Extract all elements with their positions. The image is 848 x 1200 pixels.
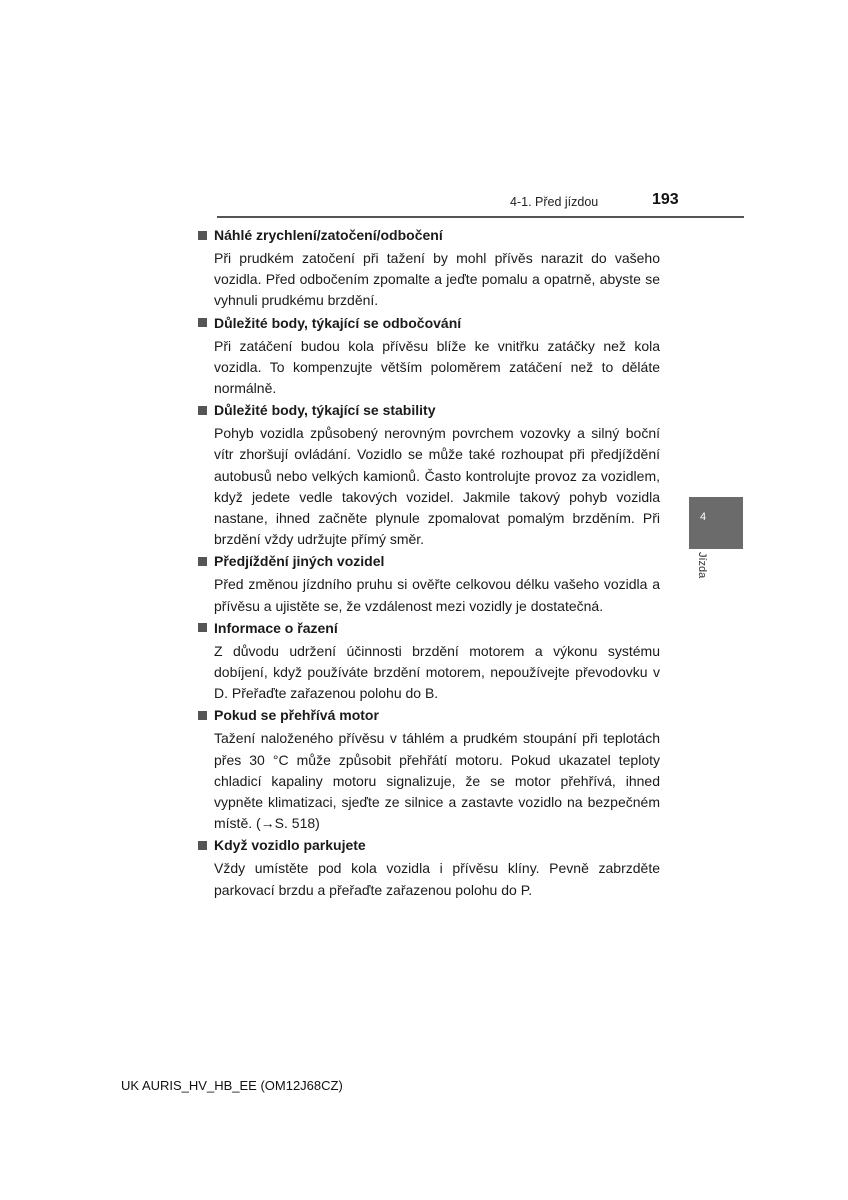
square-bullet-icon <box>198 841 207 850</box>
section-heading <box>198 704 660 725</box>
section-stability <box>198 399 660 550</box>
section-heading <box>198 834 660 855</box>
section-heading <box>198 617 660 638</box>
section-overheating <box>198 704 660 834</box>
page-number: 193 <box>652 191 679 208</box>
section-body: Tažení naloženého přívěsu v táhlém a prudkém stoupání při teplotách přes 30 °C může způsobit přehřátí motoru. Pokud ukazatel teploty chladicí kapaliny motoru signalizuje, že se motor přehřívá, ihned vypněte klimatizaci, sjeďte ze silnice a zastavte vozidlo na bezpečném místě. (→S. 518) <box>214 730 660 832</box>
section-body: Při prudkém zatočení při tažení by mohl přívěs narazit do vašeho vozidla. Před odbočením zpomalte a jeďte pomalu a opatrně, abyste se vyhnuli prudkému brzdění. <box>214 250 660 309</box>
square-bullet-icon <box>198 711 207 720</box>
chapter-tab <box>689 497 743 549</box>
section-shifting <box>198 617 660 705</box>
section-heading <box>198 312 660 333</box>
section-body: Vždy umístěte pod kola vozidla i přívěsu klíny. Pevně zabrzděte parkovací brzdu a přeřaďte zařazenou polohu do P. <box>214 860 660 898</box>
section-header: 4-1. Před jízdou <box>510 195 599 209</box>
section-title: Důležité body, týkající se stability <box>214 402 436 419</box>
section-title: Informace o řazení <box>214 619 338 636</box>
header-divider <box>217 216 744 218</box>
section-heading <box>198 550 660 571</box>
square-bullet-icon <box>198 318 207 327</box>
square-bullet-icon <box>198 231 207 240</box>
square-bullet-icon <box>198 557 207 566</box>
section-title: Důležité body, týkající se odbočování <box>214 314 462 331</box>
section-parking <box>198 834 660 900</box>
section-body: Při zatáčení budou kola přívěsu blíže ke vnitřku zatáčky než kola vozidla. To kompenzujte větším poloměrem zatáčení než to děláte normálně. <box>214 337 660 397</box>
section-title: Náhlé zrychlení/zatočení/odbočení <box>214 227 443 243</box>
section-title: Pokud se přehřívá motor <box>214 707 379 724</box>
chapter-label: Jízda <box>696 552 708 579</box>
square-bullet-icon <box>198 406 207 415</box>
footer-code: UK AURIS_HV_HB_EE (OM12J68CZ) <box>121 1078 343 1093</box>
square-bullet-icon <box>198 623 207 632</box>
section-body: Před změnou jízdního pruhu si ověřte celkovou délku vašeho vozidla a přívěsu a ujistěte se, že vzdálenost mezi vozidly je dostatečná. <box>214 576 660 614</box>
section-sudden-acceleration <box>198 224 660 312</box>
section-body: Pohyb vozidla způsobený nerovným povrchem vozovky a silný boční vítr zhoršují ovládání. Vozidlo se může také rozhoupat při předjíždění autobusů nebo velkých kamionů. Často kontrolujte provoz za vozidlem, když jedete vedle takových vozidel. Jakmile takový pohyb vozidla nastane, ihned začněte plynule zpomalovat pomalým brzděním. Při brzdění vždy udržujte přímý směr. <box>214 425 660 548</box>
section-body: Z důvodu udržení účinnosti brzdění motorem a výkonu systému dobíjení, když používáte brzdění motorem, nepoužívejte převodovku v D. Přeřaďte zařazenou polohu do B. <box>214 642 660 702</box>
section-heading <box>198 399 660 420</box>
section-turning <box>198 312 660 400</box>
chapter-number: 4 <box>699 511 707 523</box>
section-overtaking <box>198 550 660 616</box>
section-title: Když vozidlo parkujete <box>214 837 366 854</box>
section-title: Předjíždění jiných vozidel <box>214 553 385 570</box>
page-content <box>198 224 660 901</box>
section-heading <box>198 224 660 245</box>
